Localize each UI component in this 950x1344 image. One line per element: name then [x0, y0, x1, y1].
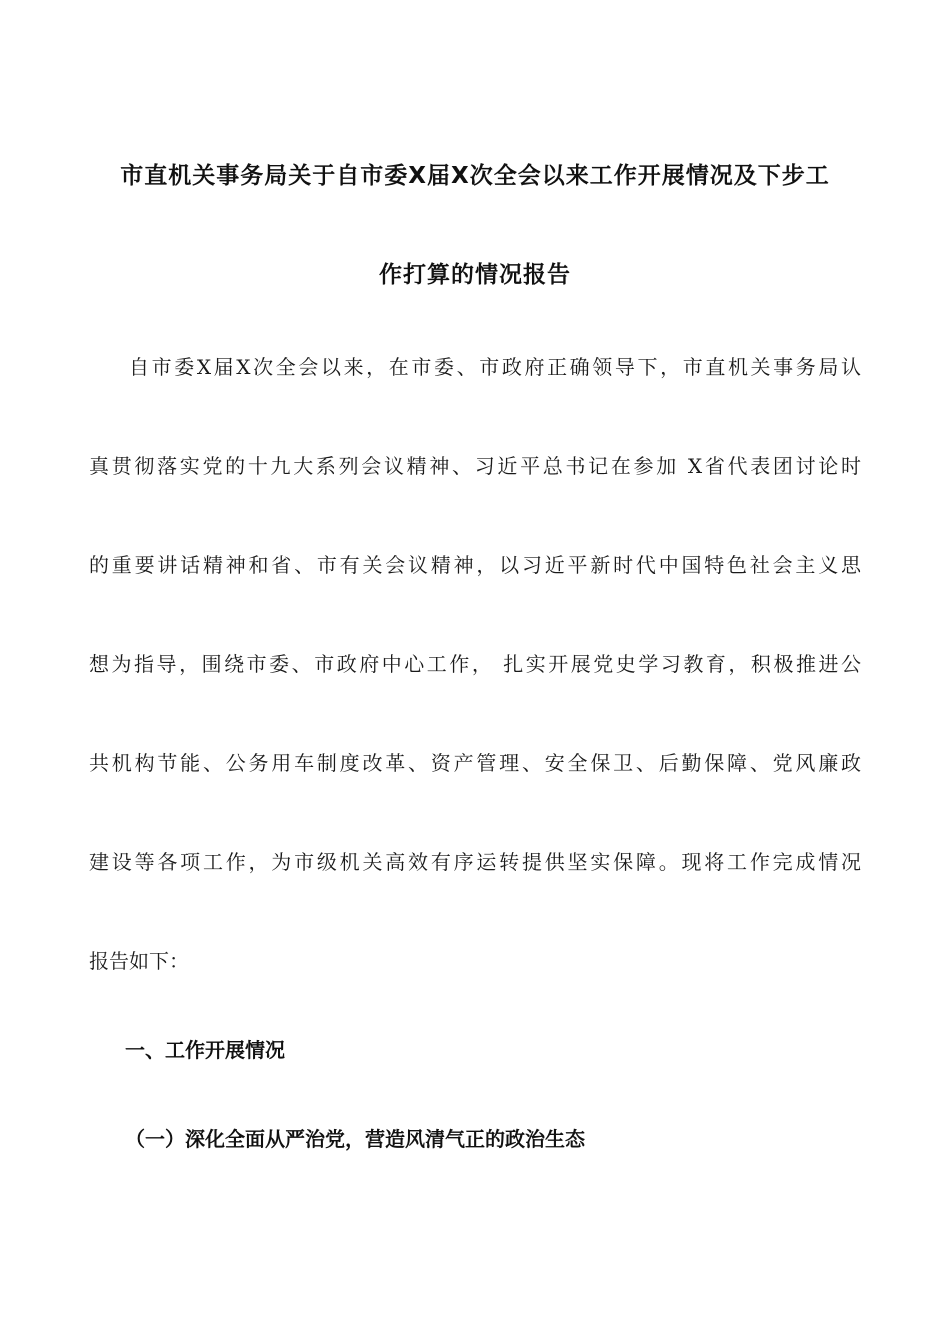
- paragraph-line-4: 想为指导，围绕市委、市政府中心工作， 扎实开展党史学习教育，积极推进公: [89, 652, 861, 676]
- subsection-heading: （一）深化全面从严治党，营造风清气正的政治生态: [125, 1127, 585, 1151]
- section-heading: 一、工作开展情况: [125, 1038, 285, 1062]
- paragraph-line-2: 真贯彻落实党的十九大系列会议精神、习近平总书记在参加 X省代表团讨论时: [89, 454, 861, 478]
- paragraph-line-5: 共机构节能、公务用车制度改革、资产管理、安全保卫、后勤保障、党风廉政: [89, 751, 861, 775]
- paragraph-line-1: 自市委X届X次全会以来，在市委、市政府正确领导下，市直机关事务局认: [129, 355, 861, 379]
- paragraph-line-3: 的重要讲话精神和省、市有关会议精神，以习近平新时代中国特色社会主义思: [89, 553, 861, 577]
- paragraph-line-6: 建设等各项工作，为市级机关高效有序运转提供坚实保障。现将工作完成情况: [89, 850, 861, 874]
- document-title-line-1: 市直机关事务局关于自市委X届X次全会以来工作开展情况及下步工: [120, 163, 830, 189]
- document-title-line-2: 作打算的情况报告: [379, 262, 571, 288]
- paragraph-line-7: 报告如下：: [89, 949, 189, 973]
